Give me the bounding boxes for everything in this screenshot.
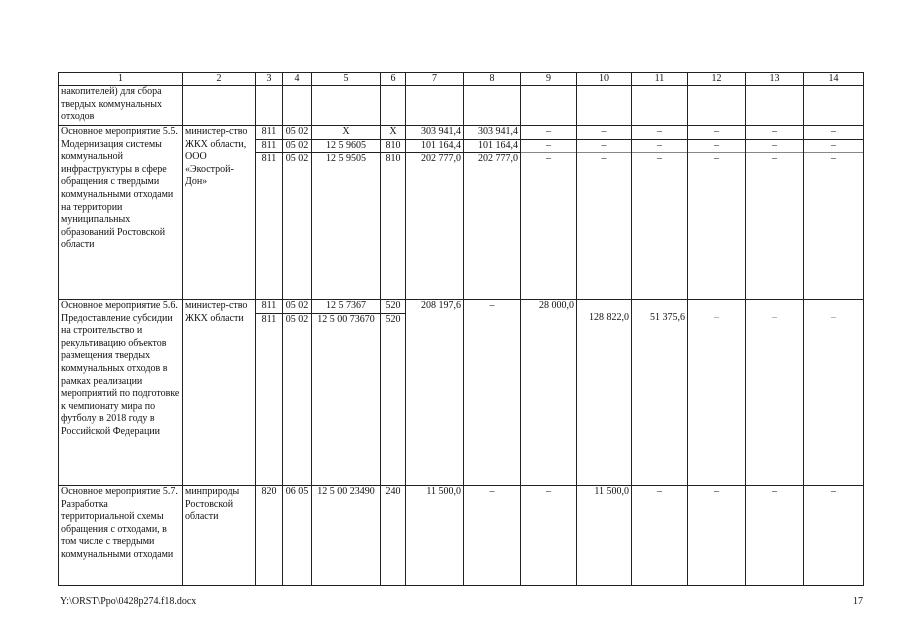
grbs-cell — [256, 126, 283, 300]
grbs-cell: 820 — [256, 486, 283, 586]
target-article-cell — [312, 300, 381, 486]
empty-cell — [521, 86, 577, 126]
value: – — [804, 126, 863, 140]
value: – — [632, 140, 687, 154]
amount-cell: – — [521, 486, 577, 586]
value: – — [746, 140, 803, 154]
value: 05 02 — [283, 300, 311, 314]
amount-cell — [632, 126, 688, 300]
value: 520 — [385, 313, 401, 325]
document-sheet — [58, 72, 863, 586]
value: – — [831, 153, 836, 165]
value: 202 777,0 — [421, 153, 461, 165]
section-cell — [283, 126, 312, 300]
header-cell: 11 — [632, 73, 688, 86]
amount-cell: 208 197,6 — [406, 300, 464, 486]
table-row — [59, 86, 864, 126]
amount-cell — [746, 126, 804, 300]
activity-name-cell: Основное мероприятие 5.5. Модернизация системы коммунальной инфраструктуры в сфере обращения с твердыми коммунальными отходами на территории муниципальных образований Ростовской области — [59, 126, 183, 300]
amount-cell: 51 375,6 — [632, 300, 688, 486]
amount-cell — [804, 126, 864, 300]
value: 05 02 — [285, 153, 309, 165]
amount-cell — [688, 126, 746, 300]
table-row — [59, 300, 864, 486]
value: 05 02 — [285, 313, 309, 325]
header-cell: 1 — [59, 73, 183, 86]
expense-type-cell — [381, 300, 406, 486]
value: 810 — [385, 153, 401, 165]
activity-name-cell: Основное мероприятие 5.6. Предоставление субсидии на строительство и рекультивацию объектов размещения твердых коммунальных отходов в рамках реализации мероприятий по подготовке к чемпионату мира по футболу в 2018 году в Российской Федерации — [59, 300, 183, 486]
value: 303 941,4 — [406, 126, 463, 140]
table-row — [59, 486, 864, 586]
empty-cell — [283, 86, 312, 126]
amount-cell: 11 500,0 — [577, 486, 632, 586]
empty-cell — [688, 86, 746, 126]
value: – — [746, 126, 803, 140]
empty-cell — [381, 86, 406, 126]
empty-cell — [256, 86, 283, 126]
value: – — [632, 126, 687, 140]
expense-type-cell: 240 — [381, 486, 406, 586]
value: – — [521, 126, 576, 140]
header-cell: 3 — [256, 73, 283, 86]
value: Х — [312, 126, 380, 140]
value: 811 — [256, 126, 282, 140]
value: – — [688, 126, 745, 140]
value: 12 5 7367 — [312, 300, 380, 314]
header-row — [59, 73, 864, 86]
value: 810 — [381, 140, 405, 154]
target-article-cell: 12 5 00 23490 — [312, 486, 381, 586]
value: – — [601, 153, 607, 165]
amount-cell: – — [804, 300, 864, 486]
grbs-cell — [256, 300, 283, 486]
amount-cell: 28 000,0 — [521, 300, 577, 486]
section-cell — [283, 300, 312, 486]
value: 811 — [256, 300, 282, 314]
section-cell: 06 05 — [283, 486, 312, 586]
header-cell: 14 — [804, 73, 864, 86]
executor-cell: министер-ство ЖКХ области — [183, 300, 256, 486]
value: – — [772, 153, 777, 165]
header-cell: 6 — [381, 73, 406, 86]
value: 101 164,4 — [406, 140, 463, 154]
value: 05 02 — [283, 140, 311, 154]
value: – — [577, 126, 631, 140]
value: 101 164,4 — [464, 140, 520, 154]
target-article-cell — [312, 126, 381, 300]
value: – — [804, 140, 863, 154]
header-cell: 13 — [746, 73, 804, 86]
amount-cell — [577, 126, 632, 300]
value: 12 5 9505 — [326, 153, 366, 165]
value: 303 941,4 — [464, 126, 520, 140]
value: – — [688, 140, 745, 154]
header-cell: 7 — [406, 73, 464, 86]
header-cell: 12 — [688, 73, 746, 86]
value: 12 5 00 73670 — [317, 313, 375, 325]
activity-name-cell: накопителей) для сбора твердых коммунальных отходов — [59, 86, 183, 126]
empty-cell — [464, 86, 521, 126]
header-cell: 10 — [577, 73, 632, 86]
value: 811 — [261, 153, 277, 165]
page-number: 17 — [853, 596, 863, 607]
executor-cell: министер-ство ЖКХ области, ООО «Экострой-Дон» — [183, 126, 256, 300]
amount-cell — [521, 126, 577, 300]
activity-name-cell: Основное мероприятие 5.7. Разработка территориальной схемы обращения с отходами, в том числе с твердыми коммунальными отходами — [59, 486, 183, 586]
amount-cell: 11 500,0 — [406, 486, 464, 586]
expense-type-cell — [381, 126, 406, 300]
empty-cell — [312, 86, 381, 126]
executor-cell: минприроды Ростовской области — [183, 486, 256, 586]
amount-cell: – — [464, 486, 521, 586]
empty-cell — [183, 86, 256, 126]
amount-cell: – — [746, 486, 804, 586]
header-cell: 2 — [183, 73, 256, 86]
value: 811 — [261, 313, 277, 325]
footer-file-path: Y:\ORST\Ppo\0428p274.f18.docx — [60, 596, 197, 607]
value: 202 777,0 — [478, 153, 518, 165]
amount-cell: – — [688, 486, 746, 586]
value: – — [521, 140, 576, 154]
table-row — [59, 126, 864, 300]
amount-cell: – — [464, 300, 521, 486]
empty-cell — [804, 86, 864, 126]
value: – — [657, 153, 662, 165]
value: – — [714, 153, 719, 165]
amount-cell: – — [746, 300, 804, 486]
amount-cell — [406, 126, 464, 300]
amount-cell: – — [804, 486, 864, 586]
value: – — [577, 140, 631, 154]
amount-cell: – — [688, 300, 746, 486]
header-cell: 4 — [283, 73, 312, 86]
value: – — [546, 153, 551, 165]
value: 811 — [256, 140, 282, 154]
amount-cell: – — [632, 486, 688, 586]
header-cell: 5 — [312, 73, 381, 86]
header-cell: 8 — [464, 73, 521, 86]
value: 12 5 9605 — [312, 140, 380, 154]
empty-cell — [632, 86, 688, 126]
empty-cell — [577, 86, 632, 126]
header-cell: 9 — [521, 73, 577, 86]
value: 520 — [381, 300, 405, 314]
value: Х — [381, 126, 405, 140]
program-table — [58, 72, 864, 586]
amount-cell — [464, 126, 521, 300]
value: 05 02 — [283, 126, 311, 140]
empty-cell — [746, 86, 804, 126]
amount-cell: 128 822,0 — [577, 300, 632, 486]
empty-cell — [406, 86, 464, 126]
